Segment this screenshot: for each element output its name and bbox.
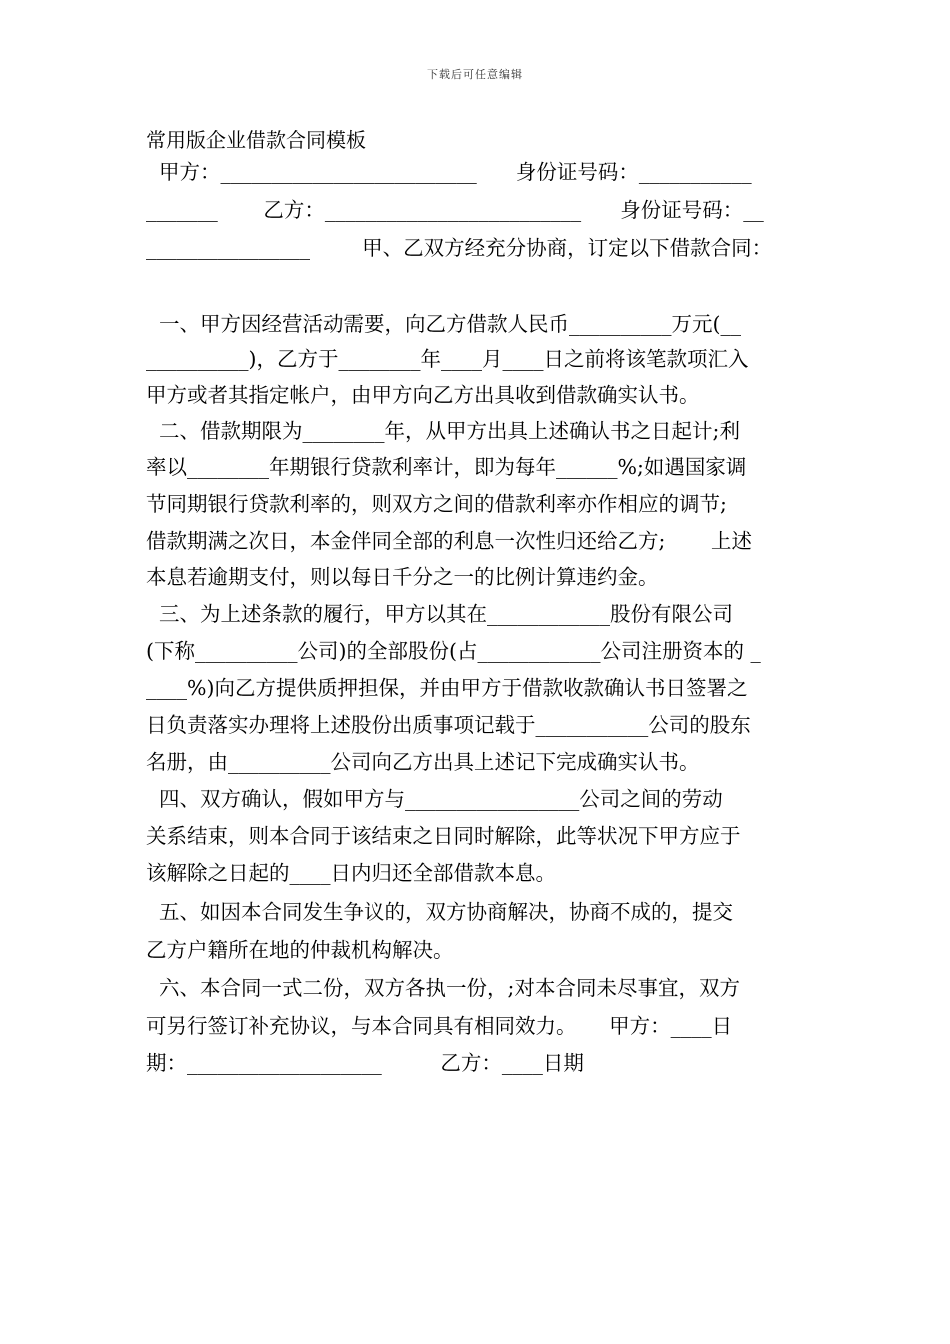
clause-2-line-1: 二、借款期限为________年，从甲方出具上述确认书之日起计;利 [146, 419, 740, 443]
clause-3-line-2: (下称__________公司)的全部股份(占____________公司注册资本的 _ [146, 639, 761, 663]
clause-2-line-4: 借款期满之次日，本金伴同全部的利息一次性归还给乙方; 上述 [146, 529, 753, 553]
clause-4-line-1: 四、双方确认，假如甲方与_________________公司之间的劳动 [146, 787, 723, 811]
clause-4-line-3: 该解除之日起的____日内归还全部借款本息。 [146, 861, 556, 885]
clause-1-line-3: 甲方或者其指定帐户，由甲方向乙方出具收到借款确实认书。 [146, 383, 700, 407]
clause-3-line-3: ____%)向乙方提供质押担保，并由甲方于借款收款确认书日签署之 [146, 676, 748, 700]
party-b-line: _______ 乙方：_________________________ 身份证号码：__ [146, 198, 764, 222]
clause-5-line-1: 五、如因本合同发生争议的，双方协商解决，协商不成的，提交 [146, 900, 734, 924]
intro-line: ________________ 甲、乙双方经充分协商，订定以下借款合同： [146, 236, 773, 260]
party-a-line: 甲方：_________________________ 身份证号码：___________ [146, 160, 752, 184]
page-header: 下载后可任意编辑 [427, 68, 523, 81]
clause-3-line-4: 日负责落实办理将上述股份出质事项记载于___________公司的股东 [146, 713, 751, 737]
document-title: 常用版企业借款合同模板 [146, 128, 366, 152]
clause-6-line-1: 六、本合同一式二份，双方各执一份，;对本合同未尽事宜，双方 [146, 976, 740, 1000]
clause-3-line-5: 名册，由__________公司向乙方出具上述记下完成确实认书。 [146, 750, 700, 774]
clause-2-line-3: 节同期银行贷款利率的，则双方之间的借款利率亦作相应的调节; [146, 492, 727, 516]
clause-1-line-2: __________)，乙方于________年____月____日之前将该笔款项汇入 [146, 347, 749, 371]
clause-2-line-5: 本息若逾期支付，则以每日千分之一的比例计算违约金。 [146, 565, 659, 589]
clause-6-line-2: 可另行签订补充协议，与本合同具有相同效力。 甲方：____日 [146, 1014, 733, 1038]
signature-line: 期：___________________ 乙方：____日期 [146, 1051, 584, 1075]
clause-5-line-2: 乙方户籍所在地的仲裁机构解决。 [146, 938, 454, 962]
clause-1-line-1: 一、甲方因经营活动需要，向乙方借款人民币__________万元(__ [146, 312, 742, 336]
clause-3-line-1: 三、为上述条款的履行，甲方以其在____________股份有限公司 [146, 602, 734, 626]
clause-2-line-2: 率以________年期银行贷款利率计，即为每年______%;如遇国家调 [146, 455, 747, 479]
clause-4-line-2: 关系结束，则本合同于该结束之日同时解除，此等状况下甲方应于 [146, 824, 741, 848]
